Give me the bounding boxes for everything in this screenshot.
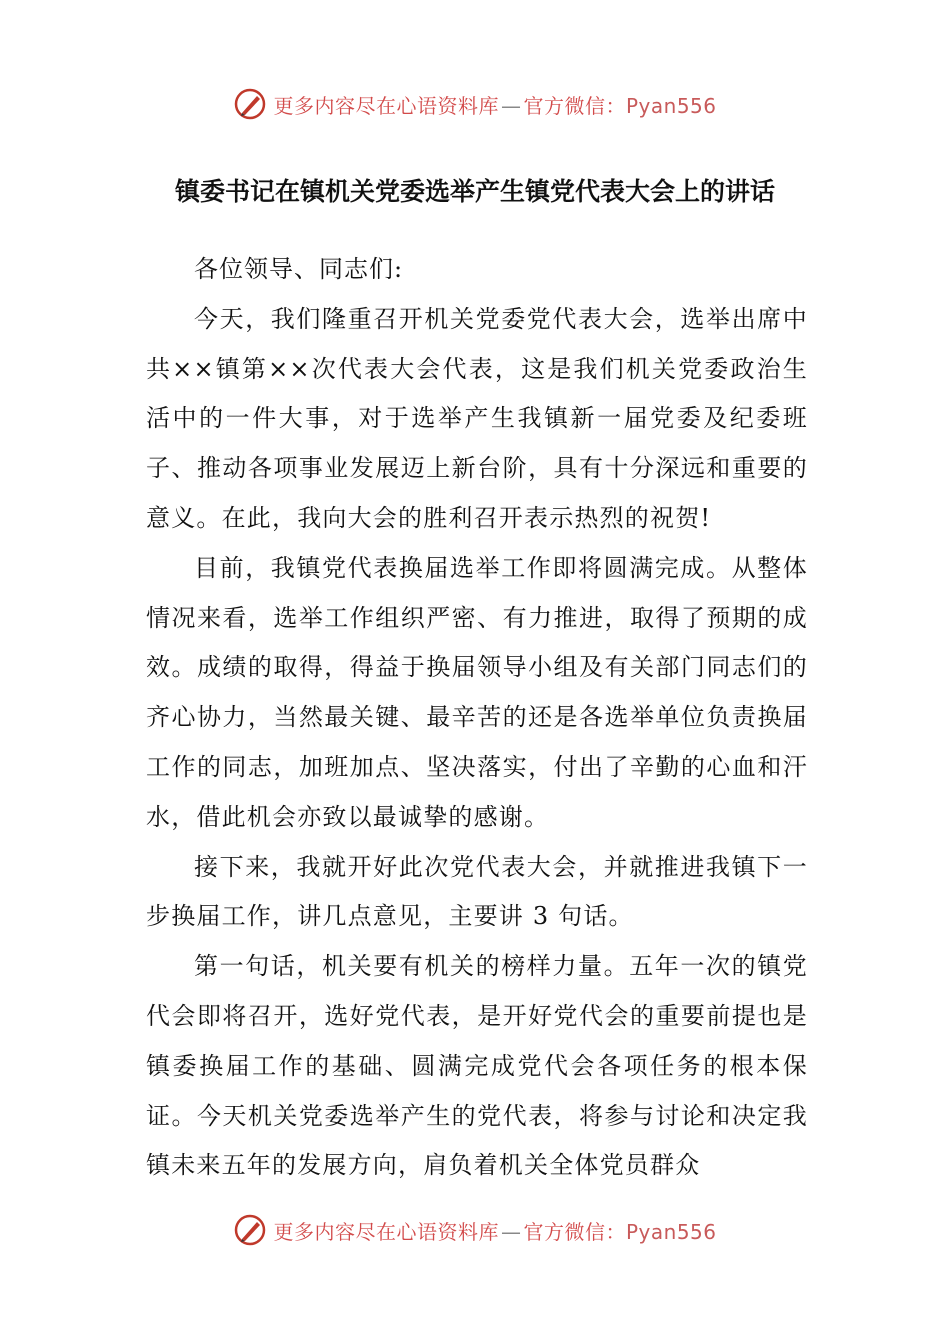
watermark-dash: — [500, 93, 522, 118]
watermark-wechat-label: 官方微信： [523, 1219, 626, 1244]
pen-circle-icon [233, 87, 267, 121]
watermark-dash: — [500, 1219, 522, 1244]
watermark-text [273, 90, 716, 119]
paragraph-4: 第一句话，机关要有机关的榜样力量。五年一次的镇党代会即将召开，选好党代表，是开好党代会的重要前提也是镇委换届工作的基础、圆满完成党代会各项任务的根本保证。今天机关党委选举产生的党代表，将参与讨论和决定我镇未来五年的发展方向，肩负着机关全体党员群众 [146, 952, 808, 1180]
watermark-site: 更多内容尽在心语资料库 [273, 1219, 499, 1244]
pen-circle-icon [233, 1213, 267, 1247]
watermark-wechat-label: 官方微信： [523, 93, 626, 118]
watermark-wechat-handle: Pyan556 [625, 1219, 717, 1244]
watermark-wechat-handle: Pyan556 [625, 93, 717, 118]
document-title: 镇委书记在镇机关党委选举产生镇党代表大会上的讲话 [174, 177, 775, 206]
paragraph-2: 目前，我镇党代表换届选举工作即将圆满完成。从整体情况来看，选举工作组织严密、有力推进，取得了预期的成效。成绩的取得，得益于换届领导小组及有关部门同志们的齐心协力，当然最关键、最辛苦的还是各选举单位负责换届工作的同志，加班加点、坚决落实，付出了辛勤的心血和汗水，借此机会亦致以最诚挚的感谢。 [146, 553, 808, 831]
watermark-footer [0, 1210, 950, 1250]
watermark-text [273, 1216, 716, 1245]
paragraph-3: 接下来，我就开好此次党代表大会，并就推进我镇下一步换届工作，讲几点意见，主要讲 3 句话。 [146, 852, 808, 931]
document-body [146, 245, 808, 1191]
paragraph-greeting: 各位领导、同志们: [194, 255, 404, 283]
watermark-site: 更多内容尽在心语资料库 [273, 93, 499, 118]
watermark-header [0, 84, 950, 124]
paragraph-1: 今天，我们隆重召开机关党委党代表大会，选举出席中共××镇第××次代表大会代表，这是我们机关党委政治生活中的一件大事，对于选举产生我镇新一届党委及纪委班子、推动各项事业发展迈上新台阶，具有十分深远和重要的意义。在此，我向大会的胜利召开表示热烈的祝贺! [146, 304, 808, 532]
